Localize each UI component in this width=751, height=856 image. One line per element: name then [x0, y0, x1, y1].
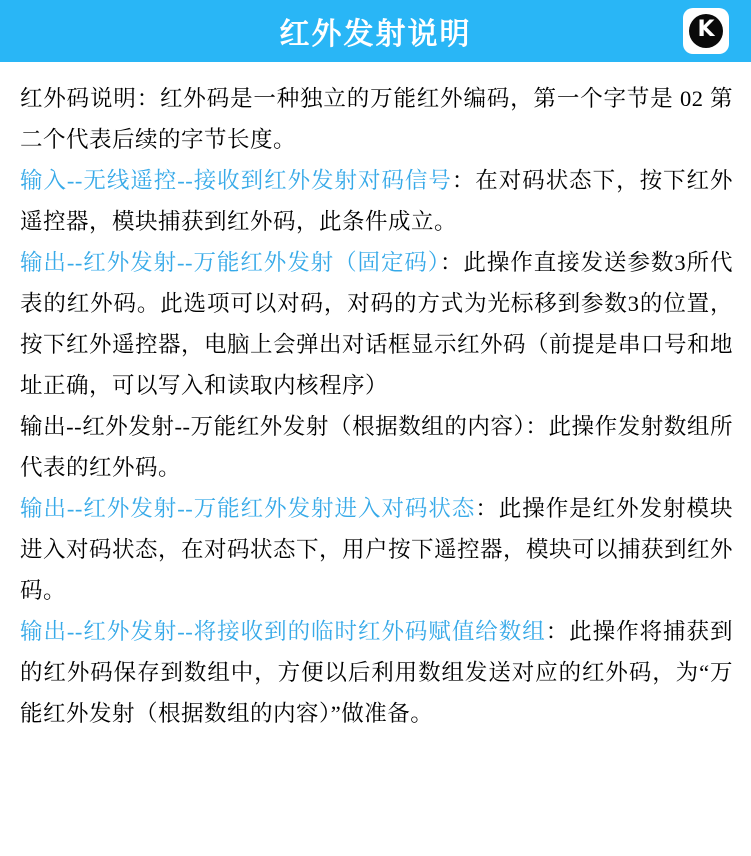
- paragraph-text: ：此操作将捕获到的红外码保存到数组中，方便以后利用数组发送对应的红外码，为“万能红外发射（根据数组的内容）”做准备。: [20, 619, 733, 726]
- page-title: 红外发射说明: [279, 17, 472, 52]
- paragraph-text: 红外码说明：红外码是一种独立的万能红外编码，第一个字节是 02 第二个代表后续的字节长度。: [20, 86, 733, 152]
- logo-letter: K: [697, 17, 715, 42]
- paragraph-output-fixed-code: [20, 242, 733, 406]
- paragraph-highlight: 输出--红外发射--万能红外发射（固定码）: [20, 250, 440, 275]
- paragraph-highlight: 输入--无线遥控--接收到红外发射对码信号: [20, 168, 452, 193]
- paragraph-text: ：此操作是红外发射模块进入对码状态，在对码状态下，用户按下遥控器，模块可以捕获到红外码。: [20, 496, 734, 603]
- paragraph-input-wireless-remote: [20, 160, 733, 242]
- page-header: [0, 0, 751, 62]
- paragraph-text: ：此操作直接发送参数3所代表的红外码。此选项可以对码，对码的方式为光标移到参数3的位置，按下红外遥控器，电脑上会弹出对话框显示红外码（前提是串口号和地址正确，可以写入和读取内核程序）: [20, 250, 734, 398]
- k-logo-icon: [689, 14, 723, 48]
- paragraph-highlight: 输出--红外发射--万能红外发射进入对码状态: [20, 496, 476, 521]
- paragraph-output-array-content: [20, 406, 733, 488]
- paragraph-output-assign-temp-code: [20, 611, 733, 734]
- paragraph-output-enter-pair-state: [20, 488, 733, 611]
- paragraph-text: 输出--红外发射--万能红外发射（根据数组的内容）：此操作发射数组所代表的红外码。: [20, 414, 733, 480]
- document-body: [0, 62, 751, 734]
- paragraph-ir-code-description: [20, 78, 733, 160]
- paragraph-text: ：在对码状态下，按下红外遥控器，模块捕获到红外码，此条件成立。: [20, 168, 733, 234]
- brand-logo: [683, 8, 729, 54]
- paragraph-highlight: 输出--红外发射--将接收到的临时红外码赋值给数组: [20, 619, 546, 644]
